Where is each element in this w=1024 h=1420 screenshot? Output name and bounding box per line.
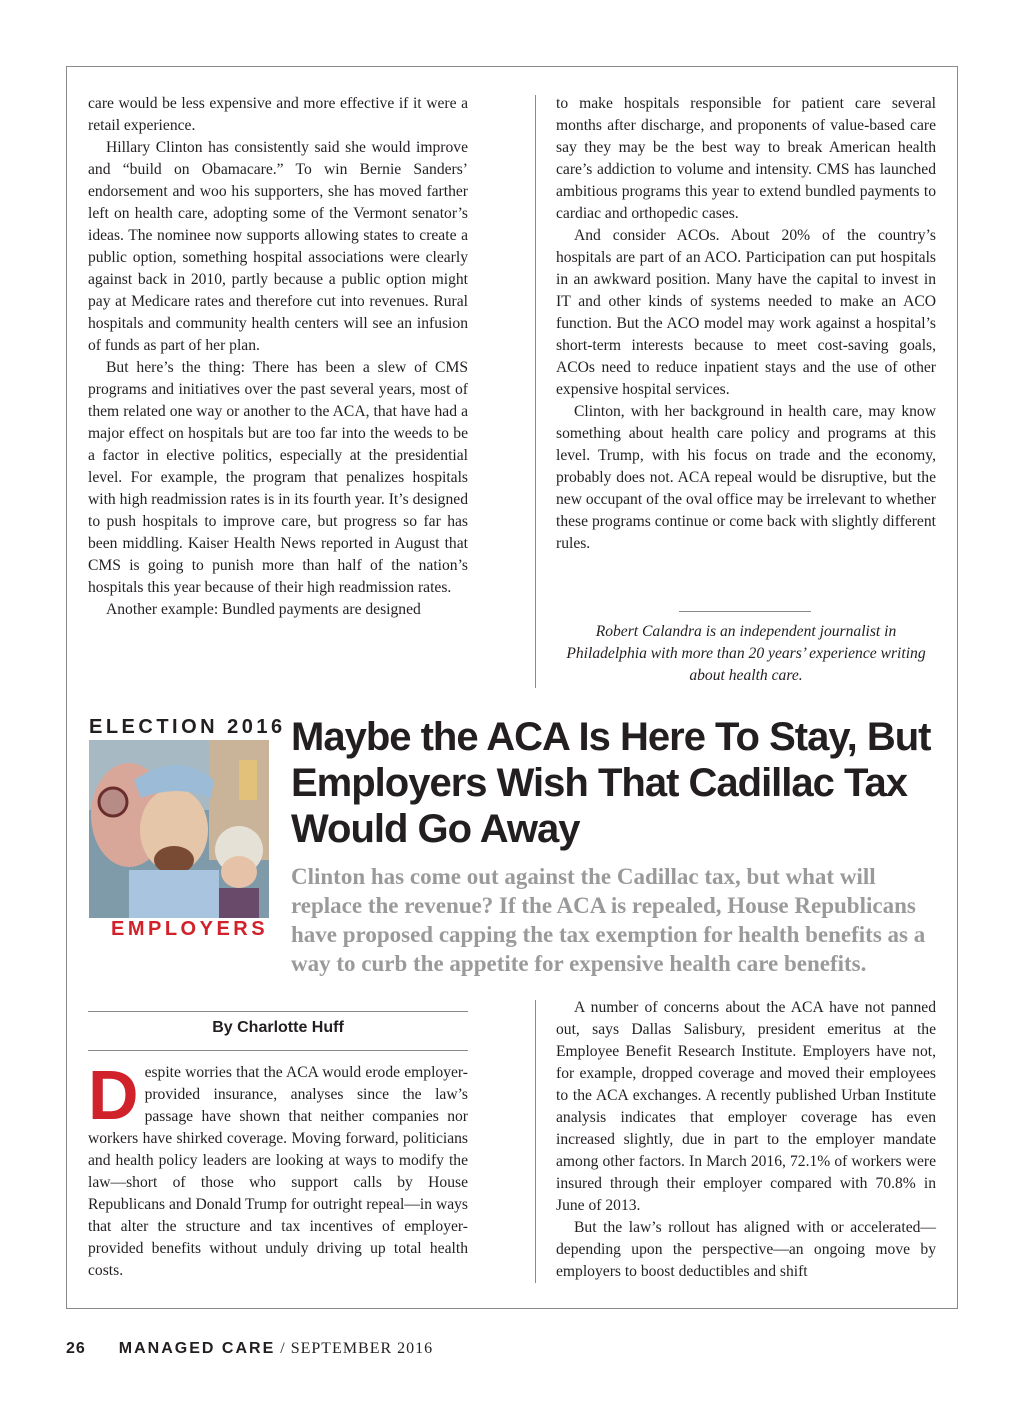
- paragraph: But the law’s rollout has aligned with or accelerated—depending upon the perspective—an ongoing move by employers to boost deductibles and shift: [556, 1219, 936, 1280]
- author-bio: Robert Calandra is an independent journalist in Philadelphia with more than 20 years’ experience writing about health care.: [566, 623, 926, 684]
- byline: By Charlotte Huff: [212, 1019, 344, 1036]
- paragraph: But here’s the thing: There has been a slew of CMS programs and initiatives over the past several years, most of them related one way or another to the ACA, that have had a major effect on hospitals but are too far into the weeds to be a factor in elective politics, especially at the presidential level. For example, the program that penalizes hospitals with high readmission rates is in its fourth year. It’s designed to push hospitals to improve care, but progress so far has been middling. Kaiser Health News reported in August that CMS is going to punish more than half of the nation’s hospitals this year because of their high readmission rates.: [88, 359, 468, 596]
- paragraph-text: espite worries that the ACA would erode employer-provided insurance, analyses since the law’s passage have shown that neither companies nor workers have shirked coverage. Moving forward, politicians and health policy leaders are looking at ways to modify the law—short of those who support calls by House Republicans and Donald Trump for outright repeal—in ways that alter the structure and tax incentives of employer-provided benefits without unduly driving up total health costs.: [88, 1064, 468, 1279]
- illustration: [89, 740, 269, 918]
- paragraph: Clinton, with her background in health care, may know something about health care policy and programs at this level. Trump, with his focus on trade and the economy, probably does not. ACA repeal would be disruptive, but the new occupant of the oval office may be irrelevant to whether these programs continue or come back with slightly different rules.: [556, 403, 936, 552]
- feature-column-2: [556, 997, 936, 1283]
- top-column-1: [88, 93, 468, 621]
- section-kicker: ELECTION 2016: [89, 716, 286, 738]
- feature-column-1: [88, 1056, 468, 1282]
- paragraph: A number of concerns about the ACA have not panned out, says Dallas Salisbury, president emeritus at the Employee Benefit Research Institute. Employers have not, for example, dropped coverage and moved their employees to the ACA exchanges. A recently published Urban Institute analysis indicates that employer coverage has even increased slightly, due in part to the employer mandate among other factors. In March 2016, 72.1% of workers were insured through their employer compared with 70.8% in June of 2013.: [556, 999, 936, 1214]
- section-kicker-employers: EMPLOYERS: [111, 918, 269, 940]
- bio-divider: [679, 611, 811, 612]
- column-divider: [535, 1000, 536, 1283]
- column-divider: [535, 95, 536, 688]
- paragraph: [88, 1056, 468, 1282]
- issue-date: / SEPTEMBER 2016: [280, 1340, 434, 1357]
- page-footer: [66, 1340, 433, 1358]
- headline: Maybe the ACA Is Here To Stay, But Employers Wish That Cadillac Tax Would Go Away: [291, 715, 931, 851]
- paragraph: Hillary Clinton has consistently said she would improve and “build on Obamacare.” To win Bernie Sanders’ endorsement and woo his supporters, she has moved farther left on health care, adopting some of the Vermont senator’s ideas. The nominee now supports allowing states to create a public option, something hospital associations were clearly against back in 2010, partly because a public option might pay at Medicare rates and therefore cut into revenues. Rural hospitals and community health centers will see an infusion of funds as part of her plan.: [88, 139, 468, 354]
- paragraph: care would be less expensive and more effective if it were a retail experience.: [88, 95, 468, 134]
- magazine-name: MANAGED CARE: [118, 1340, 276, 1357]
- drop-cap: D: [88, 1056, 139, 1134]
- top-column-2: [556, 93, 936, 555]
- paragraph: to make hospitals responsible for patient care several months after discharge, and proponents of value-based care say they may be the best way to break American health care’s addiction to volume and intensity. CMS has launched ambitious programs this year to extend bundled payments to cardiac and orthopedic cases.: [556, 95, 936, 222]
- paragraph: And consider ACOs. About 20% of the country’s hospitals are part of an ACO. Participation can put hospitals in an awkward position. Many have the capital to invest in IT and other kinds of systems needed to make an ACO function. But the ACO model may work against a hospital’s short-term interests because to meet cost-saving goals, ACOs need to reduce inpatient stays and the use of other expensive hospital services.: [556, 227, 936, 398]
- paragraph: Another example: Bundled payments are designed: [106, 601, 421, 618]
- byline-rule-top: [88, 1011, 468, 1012]
- dek: Clinton has come out against the Cadillac tax, but what will replace the revenue? If the ACA is repealed, House Republicans have proposed capping the tax exemption for health benefits as a way to curb the appetite for expensive health care benefits.: [291, 864, 926, 976]
- byline-rule-bottom: [88, 1050, 468, 1051]
- page-number: 26: [66, 1340, 86, 1357]
